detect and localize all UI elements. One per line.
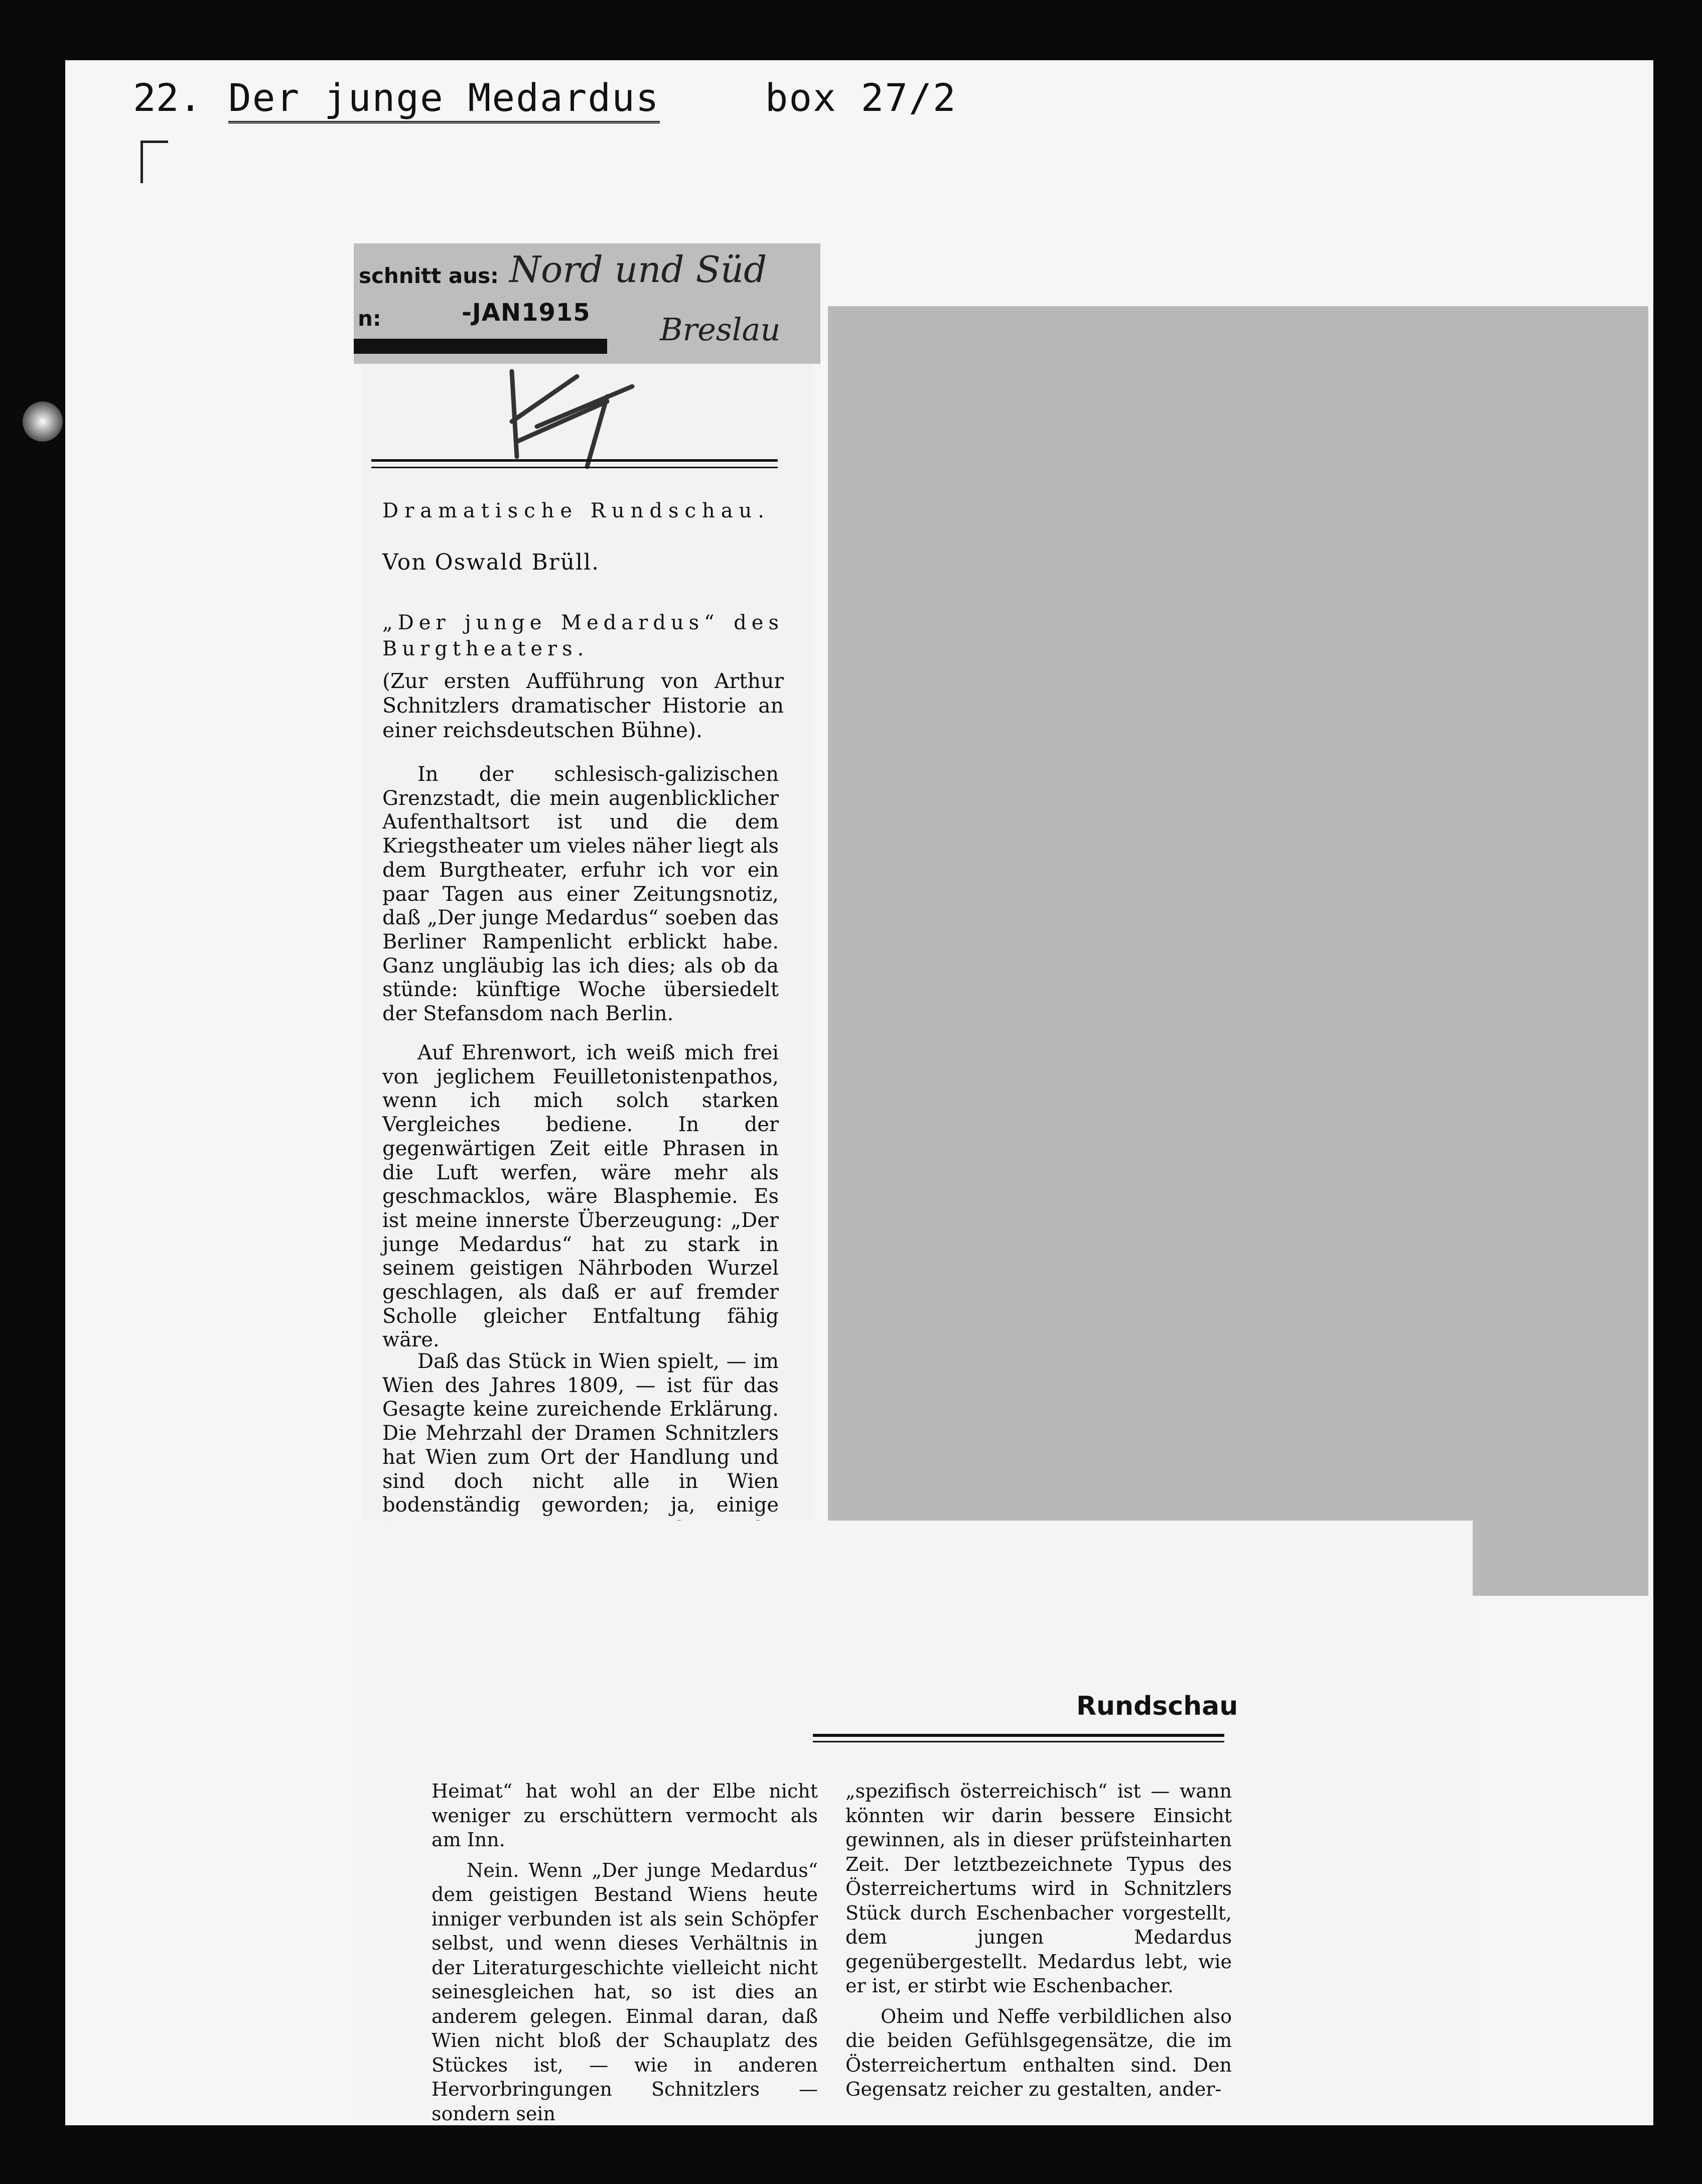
bottom-rule bbox=[813, 1734, 1224, 1742]
folder-number: 22. bbox=[133, 75, 202, 120]
paragraph: Heimat“ hat wohl an der Elbe nicht weniger zu erschüttern vermocht als am Inn. bbox=[432, 1780, 818, 1851]
rundschau-heading: Rundschau bbox=[1076, 1691, 1238, 1721]
light-spot bbox=[23, 401, 63, 442]
section-heading: Dramatische Rundschau. bbox=[382, 499, 771, 522]
paragraph: Oheim und Neffe verbildlichen also die beiden Gefühlsgegensätze, die im Österreichertum enthalten sind. Den Gegensatz reicher zu gestalten, ander- bbox=[845, 2005, 1232, 2100]
check-mark-icon bbox=[482, 366, 637, 472]
paragraph: „spezifisch österreichisch“ ist — wann könnten wir darin bessere Einsicht gewinnen, als in dieser prüfsteinharten Zeit. Der letztbezeichnete Typus des Österreichertums wird in Schnitzlers Stück durch Eschenbacher vorgestellt, dem jungen Medardus gegenübergestellt. Medardus lebt, wie er ist, er stirbt wie Eschenbacher. bbox=[845, 1780, 1232, 1997]
source-prefix: schnitt aus: bbox=[359, 263, 499, 288]
continuation-right-column bbox=[845, 1779, 1232, 2108]
place-handwritten: Breslau bbox=[660, 311, 781, 348]
box-number: box 27/2 bbox=[765, 75, 957, 120]
folder-title: Der junge Medardus bbox=[228, 75, 660, 123]
byline: Von Oswald Brüll. bbox=[382, 550, 600, 575]
source-handwritten: Nord und Süd bbox=[509, 248, 767, 291]
backing-sheet bbox=[828, 306, 1648, 1596]
paragraph: In der schlesisch-galizischen Grenzstadt, die mein augenblicklicher Aufenthaltsort ist und die dem Kriegstheater um vieles näher liegt als dem Burgtheater, erfuhr ich vor ein paar Tagen aus einer Zeitungsnotiz, daß „Der junge Medardus“ soeben das Berliner Rampenlicht erblickt habe. Ganz ungläubig las ich dies; als ob da stünde: künftige Woche übersiedelt der Stefansdom nach Berlin. bbox=[382, 763, 779, 1026]
continuation-left-column bbox=[432, 1779, 818, 2132]
article-subtitle: (Zur ersten Aufführung von Arthur Schnitzlers dramatischer Historie an einer reichsdeutschen Bühne). bbox=[382, 669, 784, 742]
folder-header bbox=[133, 75, 957, 130]
top-rule bbox=[371, 459, 778, 468]
label-bar bbox=[354, 339, 607, 354]
place-prefix: n: bbox=[358, 306, 381, 331]
clipping-label bbox=[354, 243, 820, 364]
paragraph: Daß das Stück in Wien spielt, — im Wien des Jahres 1809, — ist für das Gesagte keine zureichende Erklärung. Die Mehrzahl der Dramen Schnitzlers hat Wien zum Ort der Handlung und sind doch nicht alle in Wien bodenständig geworden; ja, einige bbox=[382, 1350, 779, 1517]
paragraph: Nein. Wenn „Der junge Medardus“ dem geistigen Bestand Wiens heute inniger verbunden ist als sein Schöpfer selbst, und wenn dieses Verhältnis in der Literaturgeschichte vielleicht nicht seinesgleichen hat, so ist dies an anderem gelegen. Einmal daran, daß Wien nicht bloß der Schauplatz des Stückes ist, — wie in anderen Hervorbringungen Schnitzlers — sondern sein bbox=[432, 1859, 818, 2125]
clipping-column bbox=[361, 364, 813, 1719]
corner-mark bbox=[140, 141, 168, 183]
paragraph: Auf Ehrenwort, ich weiß mich frei von jeglichem Feuilletonistenpathos, wenn ich mich solch starken Vergleiches bediene. In der gegenwärtigen Zeit eitle Phrasen in die Luft werfen, wäre mehr als geschmacklos, wäre Blasphemie. Es ist meine innerste Überzeugung: „Der junge Medardus“ hat zu stark in seinem geistigen Nährboden Wurzel geschlagen, als daß er auf fremder Scholle gleicher Entfaltung fähig wäre. bbox=[382, 1041, 779, 1352]
article-title: „Der junge Medardus“ des Burgtheaters. bbox=[382, 611, 784, 660]
date-stamp: -JAN1915 bbox=[462, 299, 591, 327]
